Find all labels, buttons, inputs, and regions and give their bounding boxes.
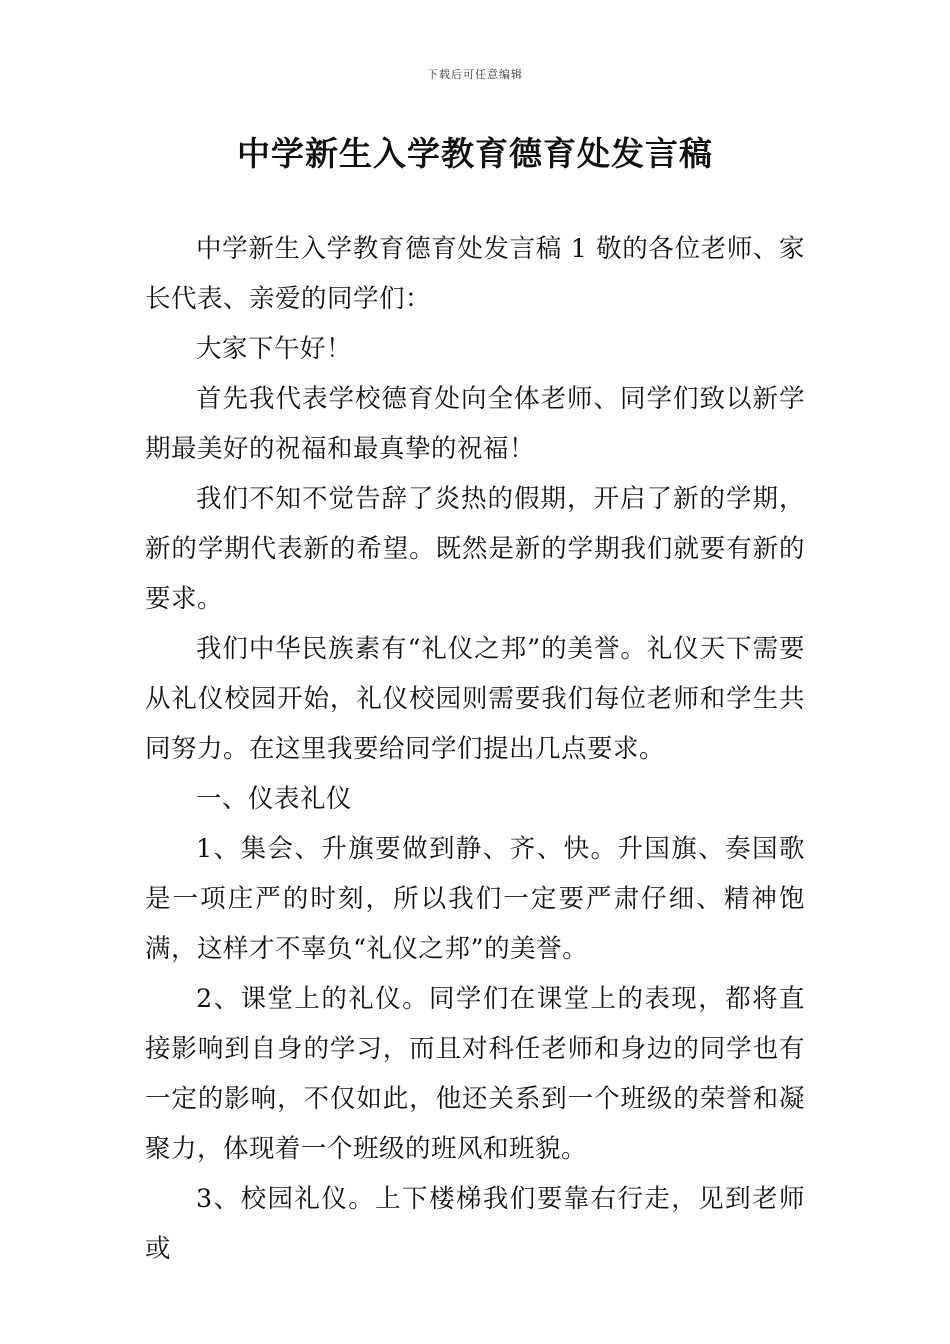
paragraph-item-2: 2、课堂上的礼仪。同学们在课堂上的表现，都将直接影响到自身的学习，而且对科任老师和身边的同学也有一定的影响，不仅如此，他还关系到一个班级的荣誉和凝聚力，体现着一个班级的班风和班貌。 [145,984,805,1164]
document-body [145,224,805,1274]
paragraph-etiquette-nation: 我们中华民族素有“礼仪之邦”的美誉。礼仪天下需要从礼仪校园开始，礼仪校园则需要我们每位老师和学生共同努力。在这里我要给同学们提出几点要求。 [145,634,805,764]
paragraph-item-3: 3、校园礼仪。上下楼梯我们要靠右行走，见到老师或 [145,1184,805,1264]
section-heading-appearance: 一、仪表礼仪 [196,784,353,814]
paragraph-item-1: 1、集会、升旗要做到静、齐、快。升国旗、奏国歌是一项庄严的时刻，所以我们一定要严肃仔细、精神饱满，这样才不辜负“礼仪之邦”的美誉。 [145,834,805,964]
paragraph-new-semester: 我们不知不觉告辞了炎热的假期，开启了新的学期，新的学期代表新的希望。既然是新的学期我们就要有新的要求。 [145,484,805,614]
document-title: 中学新生入学教育德育处发言稿 [237,134,713,173]
paragraph-good-afternoon: 大家下午好！ [196,334,353,364]
header-note: 下载后可任意编辑 [427,68,523,81]
paragraph-wishes: 首先我代表学校德育处向全体老师、同学们致以新学期最美好的祝福和最真挚的祝福！ [145,384,805,464]
paragraph-greeting: 中学新生入学教育德育处发言稿 1 敬的各位老师、家长代表、亲爱的同学们： [145,234,805,314]
